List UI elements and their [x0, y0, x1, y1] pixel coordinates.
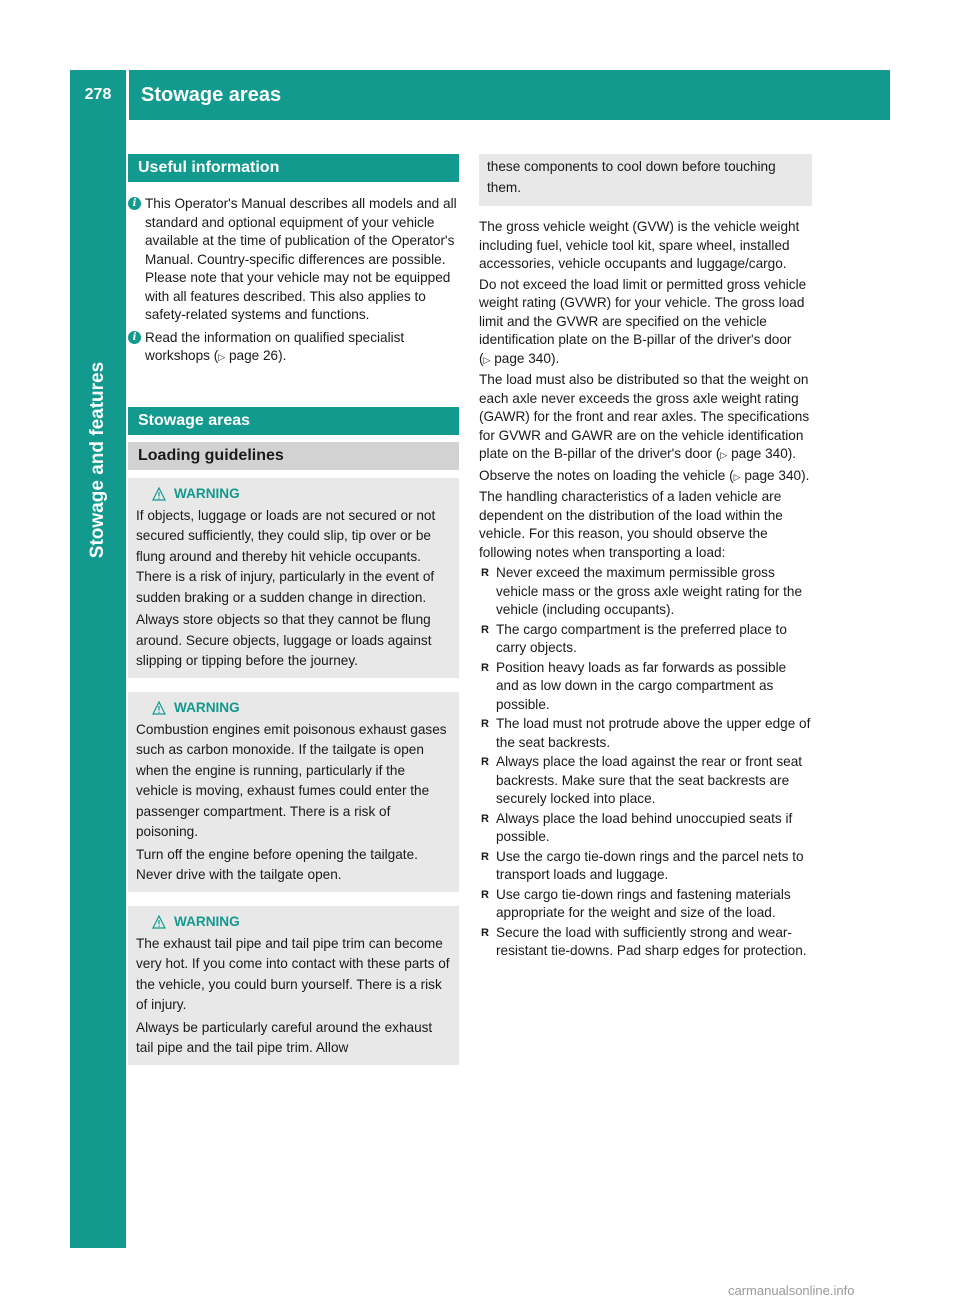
page-reference-link[interactable]: page 340 — [731, 446, 788, 461]
paragraph-gvwr — [479, 276, 812, 370]
warning-box-exhaust-gases — [128, 692, 459, 892]
side-section-label: Stowage and features — [87, 361, 108, 559]
list-item-text: Always place the load behind unoccupied seats if possible. — [496, 810, 793, 844]
warning-heading — [136, 484, 451, 504]
page-reference-link[interactable]: page 340 — [744, 467, 802, 483]
info-note-text-end: ). — [278, 348, 287, 363]
paragraph-text-end: ). — [787, 446, 797, 461]
bullet-icon: R — [481, 623, 489, 636]
right-column — [479, 154, 812, 962]
bullet-icon: R — [481, 756, 489, 768]
page-title: Stowage areas — [141, 83, 282, 106]
bullet-icon: R — [481, 812, 489, 825]
loading-notes-list — [479, 564, 812, 961]
bullet-icon: R — [481, 567, 489, 579]
page-number: 278 — [84, 86, 112, 103]
info-note-text: This Operator's Manual describes all models and all standard and optional equipment of your vehicle available at the time of publication of the Operator's Manual. Country-specific differences are possible. Please note that your vehicle may not be equipped with all features described. This also applies to safety-related systems and functions. — [145, 196, 457, 322]
warning-instruction: Always store objects so that they cannot be flung around. Secure objects, luggage or loads against slipping or tipping before the journey. — [136, 612, 432, 668]
page-ref-arrow-icon: ▷ — [218, 352, 226, 362]
loading-guidelines-heading: Loading guidelines — [128, 442, 459, 470]
warning-triangle-icon — [152, 487, 166, 501]
page-ref-arrow-icon: ▷ — [733, 471, 741, 482]
list-item-text: Position heavy loads as far forwards as possible and as low down in the cargo compartment as possible. — [496, 659, 787, 712]
bullet-icon: R — [481, 888, 489, 901]
warning-text-continued: these components to cool down before touching them. — [487, 159, 776, 195]
paragraph-text: Observe the notes on loading the vehicle ( — [479, 467, 734, 483]
paragraph-gvw: The gross vehicle weight (GVW) is the vehicle weight including fuel, vehicle tool kit, spare wheel, installed accessories, vehicle occupants and luggage/cargo. — [479, 219, 800, 271]
paragraph-handling: The handling characteristics of a laden vehicle are dependent on the distribution of the load within the vehicle. For this reason, you should observe the following notes when transporting a load: — [479, 489, 783, 560]
list-item — [479, 924, 812, 961]
list-item — [479, 848, 812, 885]
list-item — [479, 753, 812, 809]
page-ref-arrow-icon: ▷ — [720, 450, 728, 460]
list-item-text: The load must not protrude above the upper edge of the seat backrests. — [496, 716, 811, 750]
paragraph-text: The load must also be distributed so that the weight on each axle never exceeds the gross axle weight rating (GAWR) for the front and rear axles. The specifications for GVWR and GAWR are on the vehicle identification plate on the B-pillar of the driver's door ( — [479, 372, 810, 461]
watermark: carmanualsonline.info — [728, 1283, 855, 1298]
warning-text: If objects, luggage or loads are not secured or not secured sufficiently, they could slip, tip over or be flung around and thereby hit vehicle occupants. There is a risk of injury, particularly in the event of sudden braking or a sudden change in direction. — [136, 507, 436, 605]
warning-heading — [136, 912, 451, 932]
header-divider — [126, 70, 129, 120]
warning-triangle-icon — [152, 701, 166, 715]
paragraph-text-end: ). — [550, 350, 560, 366]
side-section-tab — [70, 1210, 126, 1248]
list-item-text: Use the cargo tie-down rings and the parcel nets to transport loads and luggage. — [496, 848, 804, 882]
paragraph-text-end: ). — [801, 467, 810, 483]
warning-text: The exhaust tail pipe and tail pipe trim can become very hot. If you come into contact with these parts of the vehicle, you could burn yourself. There is a risk of injury. — [136, 935, 450, 1012]
warning-box-loads — [128, 478, 459, 678]
warning-triangle-icon — [152, 915, 166, 929]
info-note-text: Read the information on qualified specialist workshops ( — [145, 329, 405, 363]
warning-text: Combustion engines emit poisonous exhaust gases such as carbon monoxide. If the tailgate is open when the engine is running, particularly if the vehicle is moving, exhaust fumes could enter the passenger compartment. There is a risk of poisoning. — [136, 721, 447, 839]
list-item-text: Secure the load with sufficiently strong and wear-resistant tie-downs. Pad sharp edges for protection. — [496, 924, 807, 958]
info-icon: i — [128, 197, 141, 210]
bullet-icon: R — [481, 718, 489, 730]
list-item — [479, 715, 812, 752]
bullet-icon: R — [481, 926, 489, 939]
warning-title: WARNING — [174, 913, 240, 929]
left-column — [128, 154, 459, 1065]
list-item — [479, 810, 812, 847]
warning-box-hot-tail-pipe — [128, 906, 459, 1065]
info-icon: i — [128, 331, 141, 344]
list-item — [479, 564, 812, 620]
stowage-areas-heading: Stowage areas — [128, 407, 459, 435]
bullet-icon: R — [481, 661, 489, 674]
bullet-icon: R — [481, 850, 489, 863]
warning-instruction: Always be particularly careful around the exhaust tail pipe and the tail pipe trim. Allow — [136, 1019, 433, 1055]
list-item — [479, 621, 812, 658]
list-item-text: Always place the load against the rear or front seat backrests. Make sure that the seat backrests are securely locked into place. — [496, 754, 803, 806]
page-ref-arrow-icon: ▷ — [483, 354, 491, 365]
page-reference-link[interactable]: page 340 — [494, 350, 551, 366]
list-item — [479, 659, 812, 715]
paragraph-observe-notes — [479, 467, 812, 487]
warning-title: WARNING — [174, 699, 240, 715]
page-reference-link[interactable]: page 26 — [228, 348, 279, 363]
list-item — [479, 886, 812, 923]
warning-heading — [136, 698, 451, 718]
warning-box-continued — [479, 154, 812, 206]
list-item-text: Use cargo tie-down rings and fastening materials appropriate for the weight and size of the load. — [496, 886, 791, 920]
side-section-bar — [70, 120, 126, 1210]
warning-title: WARNING — [174, 485, 240, 501]
info-note-models — [128, 195, 459, 325]
list-item-text: The cargo compartment is the preferred place to carry objects. — [496, 621, 787, 655]
warning-instruction: Turn off the engine before opening the tailgate. Never drive with the tailgate open. — [136, 846, 418, 882]
paragraph-text: Do not exceed the load limit or permitted gross vehicle weight rating (GVWR) for your vehicle. The gross load limit and the GVWR are specified on the vehicle identification plate on the B-pillar of the driver's door ( — [479, 276, 807, 366]
list-item-text: Never exceed the maximum permissible gross vehicle mass or the gross axle weight rating for the vehicle (including occupants). — [496, 565, 803, 617]
useful-information-heading: Useful information — [128, 154, 459, 182]
info-note-workshops — [128, 329, 459, 367]
paragraph-gawr — [479, 371, 812, 465]
